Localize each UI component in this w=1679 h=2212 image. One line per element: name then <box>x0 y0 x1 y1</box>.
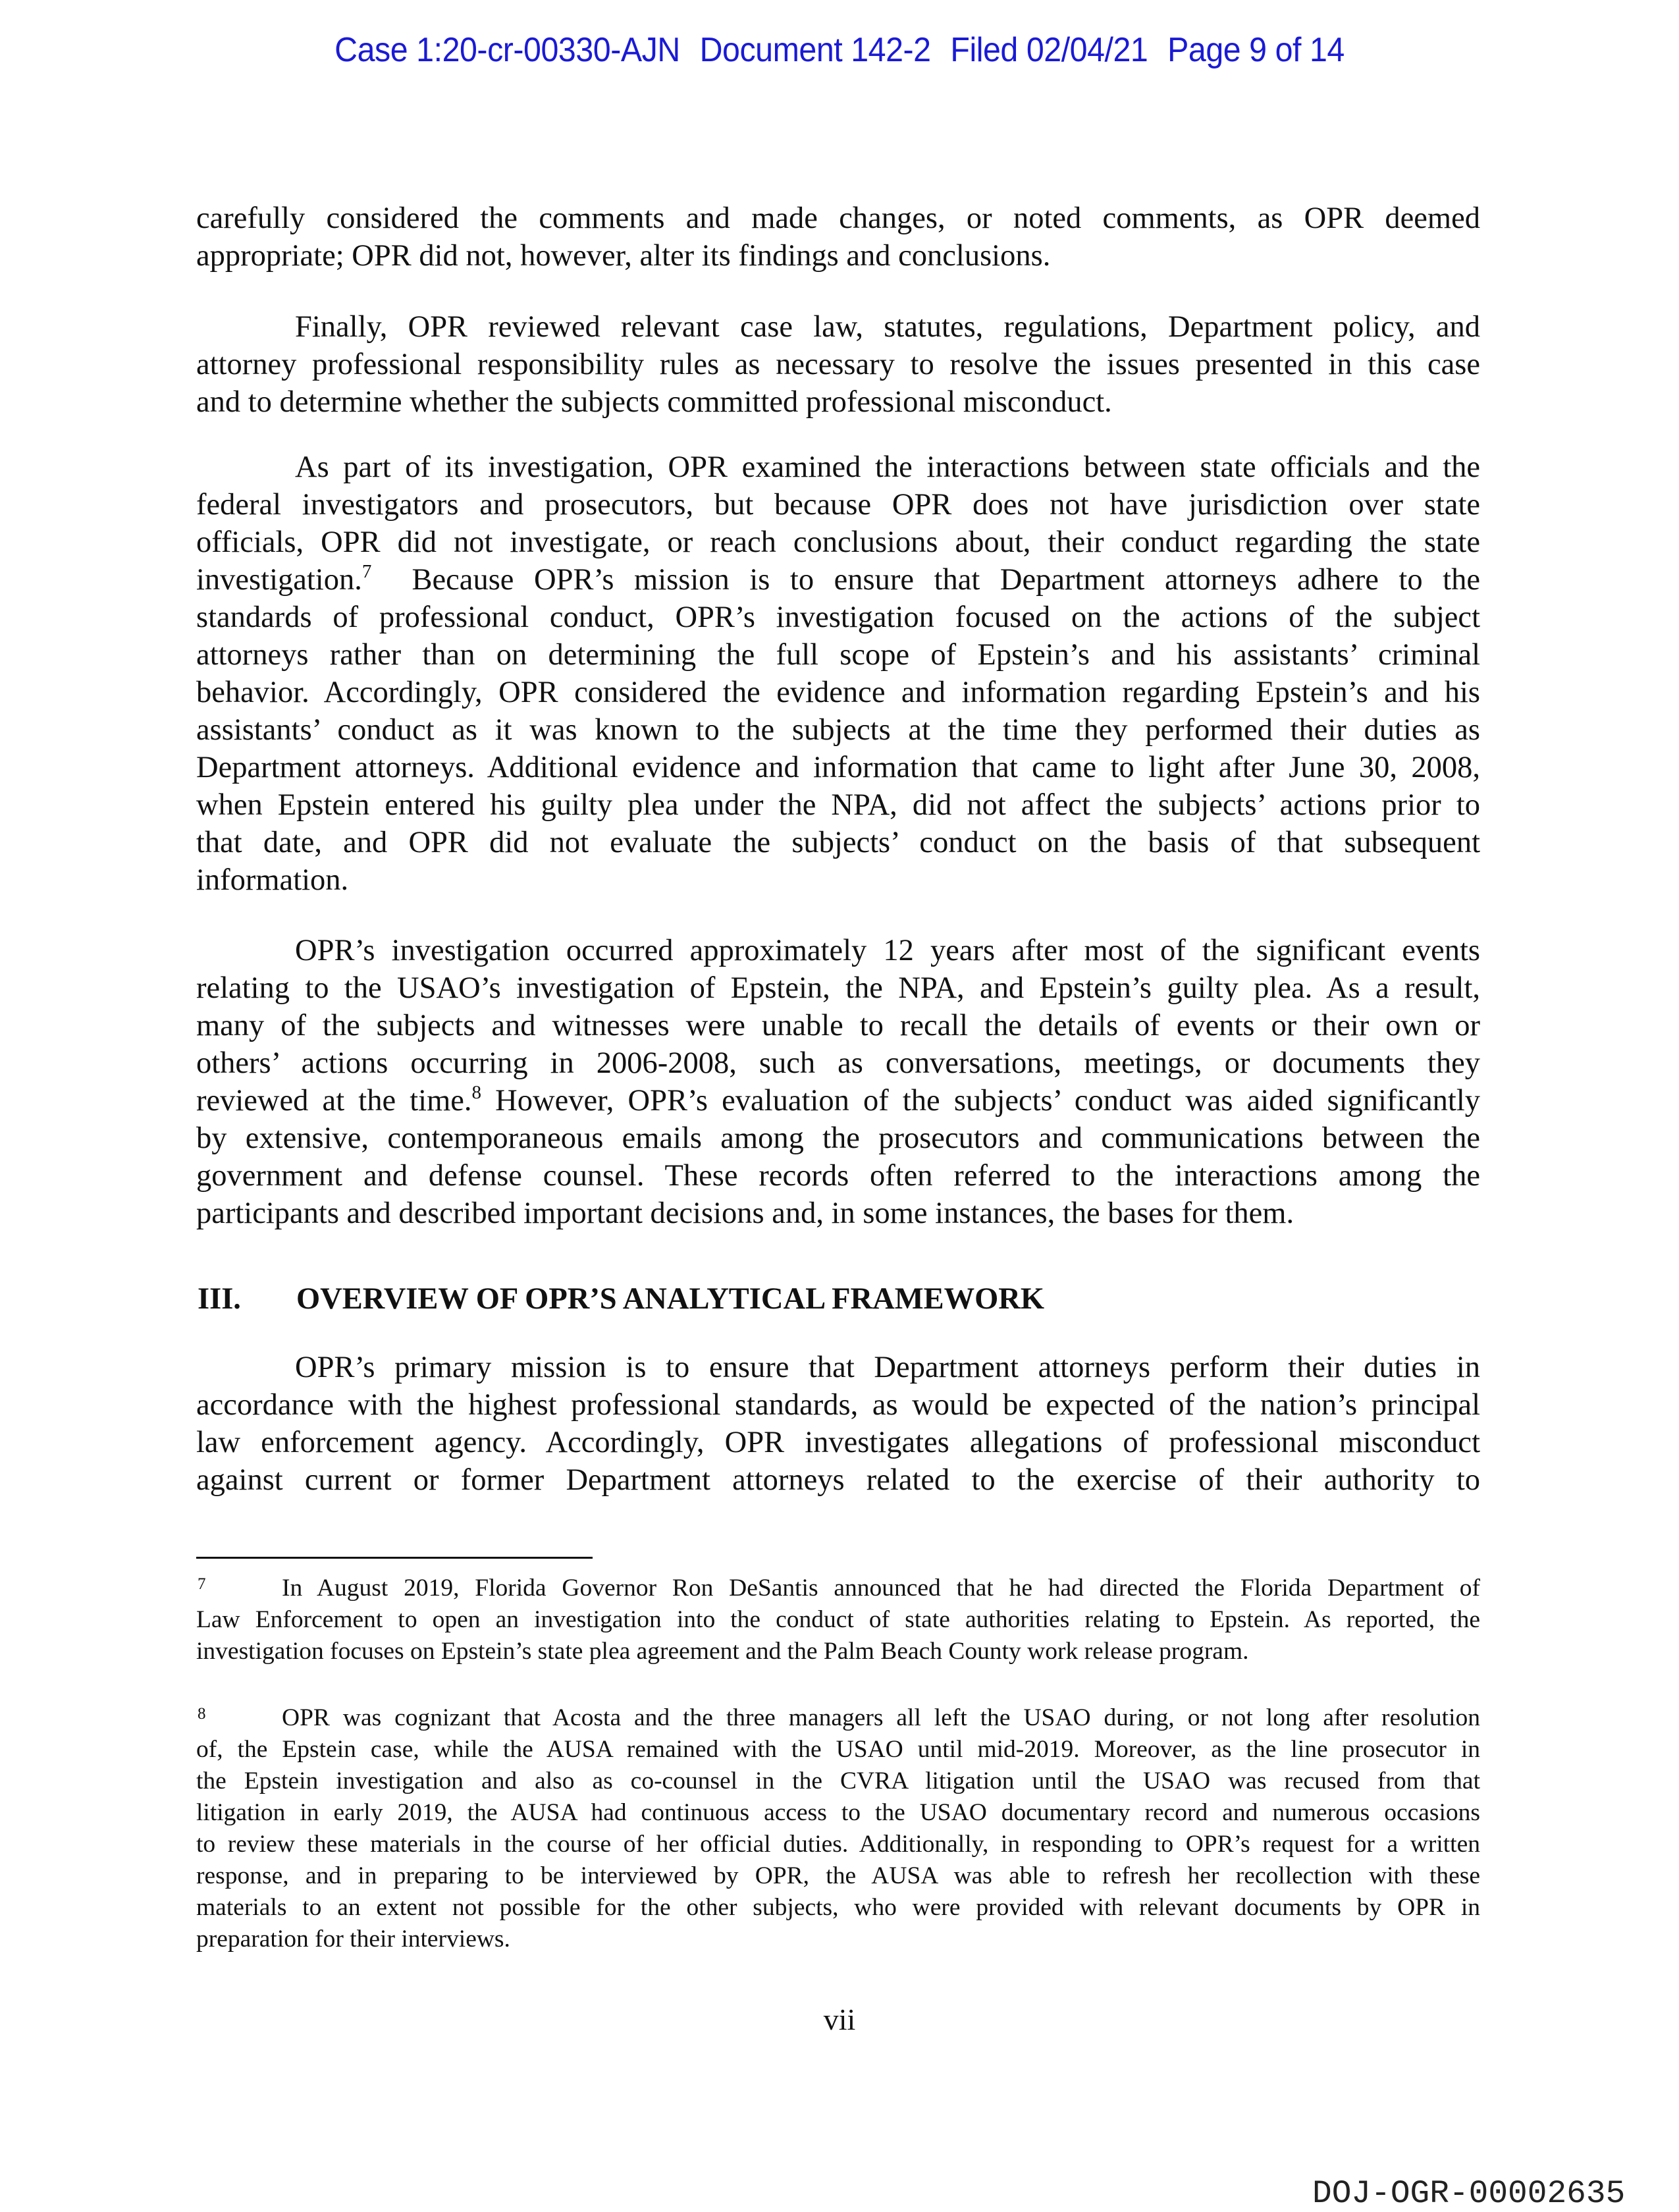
text-line: and to determine whether the subjects committed professional misconduct. <box>196 385 1112 419</box>
bates-number: DOJ-OGR-00002635 <box>1312 2175 1626 2212</box>
page-number: vii <box>823 2003 856 2036</box>
footnote-line: investigation focuses on Epstein’s state plea agreement and the Palm Beach County work release program. <box>196 1638 1249 1665</box>
text-line: Finally, OPR reviewed relevant case law, statutes, regulations, Department policy, and <box>295 310 1480 344</box>
footnote-line: the Epstein investigation and also as co-counsel in the CVRA litigation until the USAO was recused from that <box>196 1767 1480 1794</box>
text-line: carefully considered the comments and made changes, or noted comments, as OPR deemed <box>196 202 1480 235</box>
text-line: Department attorneys. Additional evidence and information that came to light after June 30, 2008, <box>196 751 1480 784</box>
footnote-line: materials to an extent not possible for the other subjects, who were provided with relevant documents by OPR in <box>196 1894 1480 1921</box>
text-line: by extensive, contemporaneous emails among the prosecutors and communications between the <box>196 1121 1480 1155</box>
text-line: appropriate; OPR did not, however, alter its findings and conclusions. <box>196 239 1051 273</box>
footnote-line: to review these materials in the course of her official duties. Additionally, in responding to OPR’s request for a written <box>196 1831 1480 1858</box>
section-number: III. <box>198 1282 241 1316</box>
text-line: attorney professional responsibility rules as necessary to resolve the issues presented in this case <box>196 348 1480 381</box>
court-filing-header <box>59 30 1620 70</box>
text-line <box>196 561 1480 598</box>
text-line: As part of its investigation, OPR examined the interactions between state officials and the <box>295 450 1480 484</box>
text-line: information. <box>196 863 349 897</box>
filed-date: Filed 02/04/21 <box>950 31 1148 69</box>
text-line: government and defense counsel. These records often referred to the interactions among the <box>196 1159 1480 1193</box>
text-line <box>196 1082 1480 1119</box>
case-number: Case 1:20-cr-00330-AJN <box>334 31 680 69</box>
text-line: OPR’s primary mission is to ensure that Department attorneys perform their duties in <box>295 1351 1480 1384</box>
footnote-line: In August 2019, Florida Governor Ron DeSantis announced that he had directed the Florida Department of <box>282 1575 1480 1602</box>
document-number: Document 142-2 <box>699 31 931 69</box>
footnote-marker: 8 <box>198 1705 206 1723</box>
footnote-line: litigation in early 2019, the AUSA had continuous access to the USAO documentary record and numerous occasions <box>196 1799 1480 1826</box>
section-title: OVERVIEW OF OPR’S ANALYTICAL FRAMEWORK <box>296 1282 1045 1316</box>
footnote-line: preparation for their interviews. <box>196 1926 510 1953</box>
footnote-line: Law Enforcement to open an investigation into the conduct of state authorities relating to Epstein. As reported, the <box>196 1606 1480 1633</box>
text-line: attorneys rather than on determining the full scope of Epstein’s and his assistants’ criminal <box>196 638 1480 672</box>
footnote-line: response, and in preparing to be interviewed by OPR, the AUSA was able to refresh her recollection with these <box>196 1862 1480 1889</box>
text-line: behavior. Accordingly, OPR considered the evidence and information regarding Epstein’s and his <box>196 676 1480 709</box>
text-line: others’ actions occurring in 2006-2008, such as conversations, meetings, or documents they <box>196 1046 1480 1080</box>
text-line: participants and described important decisions and, in some instances, the bases for them. <box>196 1197 1294 1230</box>
footnote-marker: 7 <box>198 1575 206 1593</box>
text-line: assistants’ conduct as it was known to the subjects at the time they performed their duties as <box>196 713 1480 747</box>
text-fragment: However, OPR’s evaluation of the subjects’ conduct was aided significantly <box>481 1084 1480 1118</box>
text-line: relating to the USAO’s investigation of Epstein, the NPA, and Epstein’s guilty plea. As a result, <box>196 971 1480 1005</box>
text-line: law enforcement agency. Accordingly, OPR investigates allegations of professional misconduct <box>196 1426 1480 1459</box>
text-fragment: reviewed at the time. <box>196 1084 472 1118</box>
text-line: federal investigators and prosecutors, but because OPR does not have jurisdiction over state <box>196 488 1480 522</box>
footnote-line: OPR was cognizant that Acosta and the three managers all left the USAO during, or not long after resolution <box>282 1704 1480 1731</box>
text-line: against current or former Department attorneys related to the exercise of their authority to <box>196 1463 1480 1497</box>
page-indicator: Page 9 of 14 <box>1167 31 1345 69</box>
text-line: OPR’s investigation occurred approximately 12 years after most of the significant events <box>295 934 1480 967</box>
text-line: when Epstein entered his guilty plea under the NPA, did not affect the subjects’ actions prior to <box>196 788 1480 822</box>
text-fragment: Because OPR’s mission is to ensure that Department attorneys adhere to the <box>371 563 1480 597</box>
footnote-ref-7[interactable]: 7 <box>361 561 372 582</box>
footnote-line: of, the Epstein case, while the AUSA remained with the USAO until mid-2019. Moreover, as the line prosecutor in <box>196 1736 1480 1763</box>
text-line: many of the subjects and witnesses were unable to recall the details of events or their own or <box>196 1009 1480 1042</box>
text-fragment: investigation. <box>196 563 362 597</box>
footnote-separator <box>196 1557 593 1559</box>
text-line: that date, and OPR did not evaluate the subjects’ conduct on the basis of that subsequent <box>196 826 1480 859</box>
footnote-ref-8[interactable]: 8 <box>471 1082 482 1103</box>
text-line: officials, OPR did not investigate, or reach conclusions about, their conduct regarding the state <box>196 526 1480 559</box>
text-line: standards of professional conduct, OPR’s investigation focused on the actions of the subject <box>196 601 1480 634</box>
text-line: accordance with the highest professional standards, as would be expected of the nation’s principal <box>196 1388 1480 1422</box>
